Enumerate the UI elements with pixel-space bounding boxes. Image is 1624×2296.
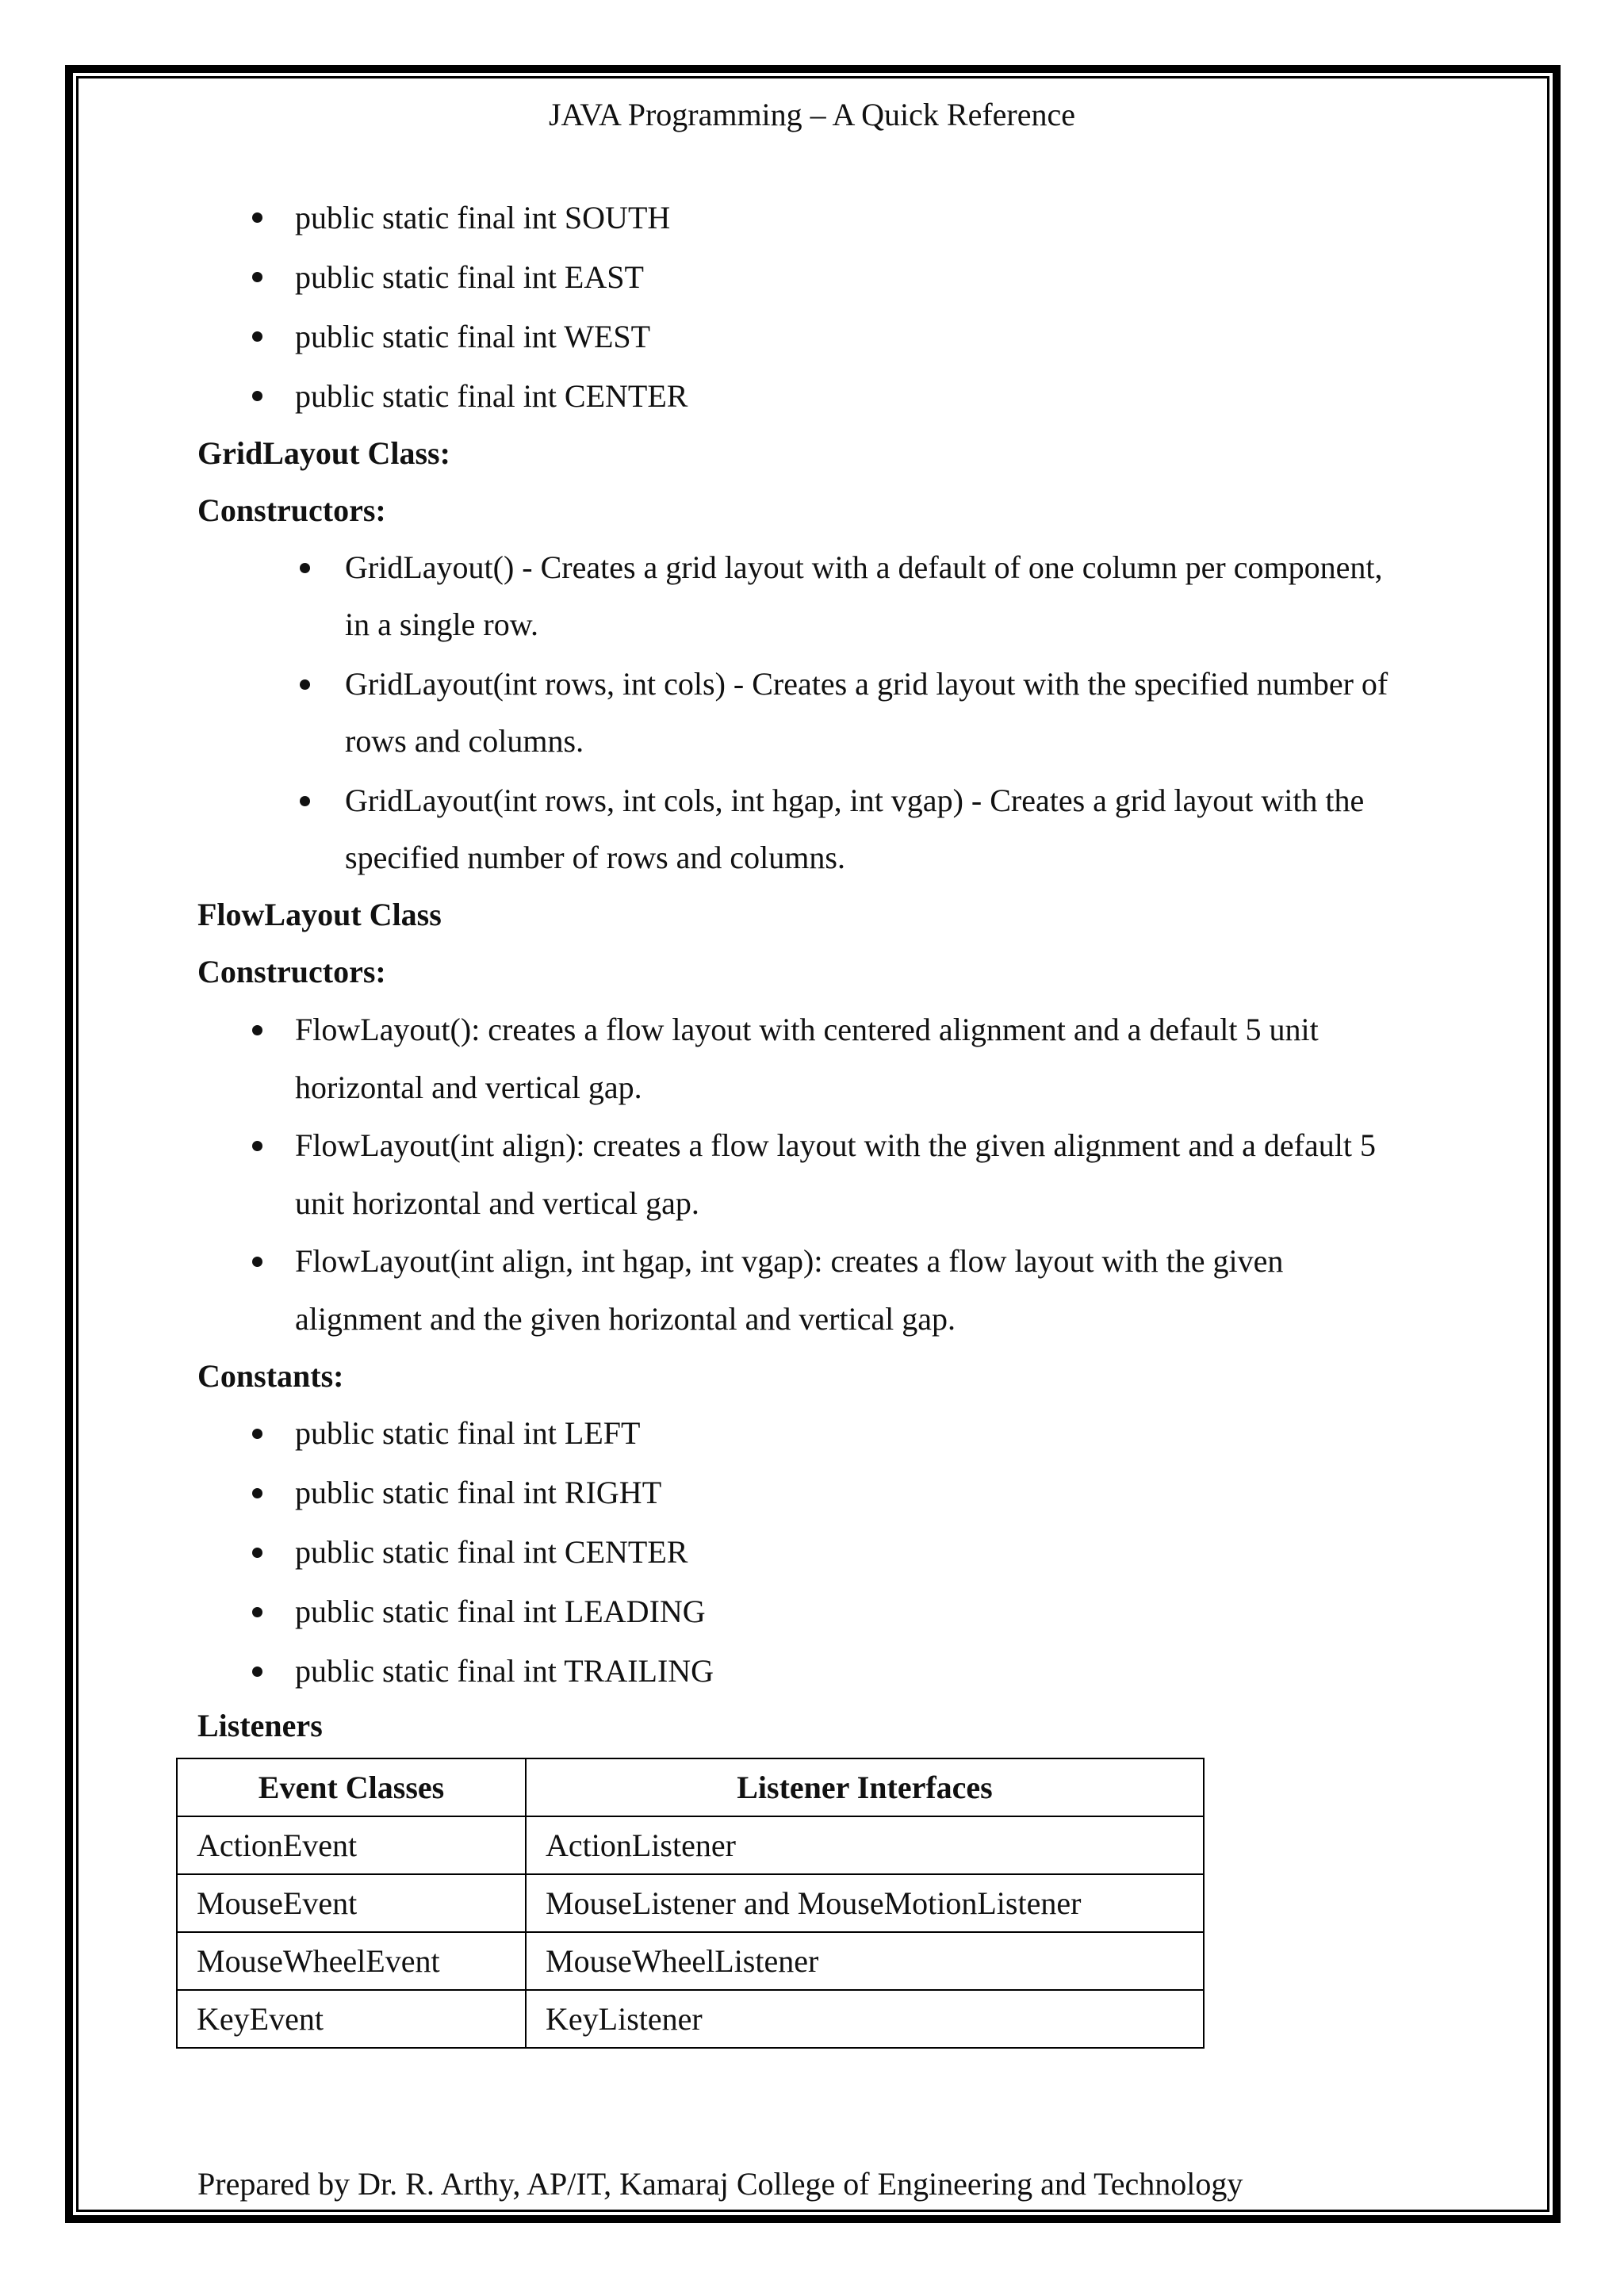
table-cell: ActionEvent — [177, 1816, 526, 1874]
bullet-icon — [252, 1548, 262, 1558]
table-cell: MouseListener and MouseMotionListener — [526, 1874, 1204, 1932]
constructor-item: GridLayout(int rows, int cols) - Creates a grid layout with the specified number of — [345, 666, 1388, 702]
bullet-icon — [252, 1488, 262, 1498]
bullet-icon — [252, 331, 262, 342]
table-cell: KeyListener — [526, 1990, 1204, 2048]
table-header-row — [177, 1758, 1204, 1816]
table-row — [177, 1874, 1204, 1932]
bullet-icon — [252, 1607, 262, 1617]
bullet-icon — [252, 391, 262, 401]
listeners-table — [176, 1758, 1205, 2049]
list-item: public static final int RIGHT — [295, 1475, 662, 1510]
bullet-icon — [252, 1429, 262, 1439]
flowlayout-heading: FlowLayout Class — [197, 897, 442, 932]
bullet-icon — [252, 212, 262, 223]
constructor-item-continuation: in a single row. — [345, 607, 539, 642]
gridlayout-heading: GridLayout Class: — [197, 435, 450, 471]
page-footer: Prepared by Dr. R. Arthy, AP/IT, Kamaraj College of Engineering and Technology — [197, 2166, 1243, 2202]
table-cell: KeyEvent — [177, 1990, 526, 2048]
bullet-icon — [252, 1257, 262, 1267]
bullet-icon — [300, 563, 310, 573]
listeners-heading: Listeners — [197, 1708, 323, 1743]
bullet-icon — [252, 272, 262, 282]
list-item: public static final int CENTER — [295, 1534, 688, 1570]
constructor-item: FlowLayout(int align, int hgap, int vgap): creates a flow layout with the given — [295, 1243, 1284, 1279]
list-item: public static final int TRAILING — [295, 1653, 714, 1689]
constructor-item: GridLayout() - Creates a grid layout with a default of one column per component, — [345, 549, 1383, 585]
bullet-icon — [300, 796, 310, 806]
constructor-item-continuation: alignment and the given horizontal and vertical gap. — [295, 1301, 956, 1337]
constructor-item: FlowLayout(): creates a flow layout with centered alignment and a default 5 unit — [295, 1012, 1319, 1047]
table-cell: MouseWheelEvent — [177, 1932, 526, 1990]
bullet-icon — [252, 1667, 262, 1677]
page-header: JAVA Programming – A Quick Reference — [548, 97, 1075, 132]
list-item: public static final int EAST — [295, 259, 644, 295]
list-item: public static final int SOUTH — [295, 200, 671, 235]
list-item: public static final int LEADING — [295, 1594, 706, 1629]
constructor-item: FlowLayout(int align): creates a flow layout with the given alignment and a default 5 — [295, 1127, 1376, 1163]
gridlayout-constructors-heading: Constructors: — [197, 492, 386, 528]
list-item: public static final int WEST — [295, 319, 651, 354]
constructor-item: GridLayout(int rows, int cols, int hgap, int vgap) - Creates a grid layout with the — [345, 783, 1365, 818]
constructor-item-continuation: specified number of rows and columns. — [345, 840, 845, 875]
list-item: public static final int CENTER — [295, 378, 688, 414]
list-item: public static final int LEFT — [295, 1415, 641, 1451]
bullet-icon — [300, 679, 310, 690]
table-row — [177, 1816, 1204, 1874]
table-row — [177, 1990, 1204, 2048]
constructor-item-continuation: horizontal and vertical gap. — [295, 1070, 642, 1105]
table-cell: ActionListener — [526, 1816, 1204, 1874]
table-cell: MouseEvent — [177, 1874, 526, 1932]
constructor-item-continuation: rows and columns. — [345, 723, 584, 759]
constants-heading: Constants: — [197, 1358, 344, 1394]
bullet-icon — [252, 1025, 262, 1035]
column-header: Event Classes — [177, 1758, 526, 1816]
bullet-icon — [252, 1141, 262, 1151]
table-cell: MouseWheelListener — [526, 1932, 1204, 1990]
constructor-item-continuation: unit horizontal and vertical gap. — [295, 1185, 699, 1221]
column-header: Listener Interfaces — [526, 1758, 1204, 1816]
table-row — [177, 1932, 1204, 1990]
flowlayout-constructors-heading: Constructors: — [197, 954, 386, 989]
